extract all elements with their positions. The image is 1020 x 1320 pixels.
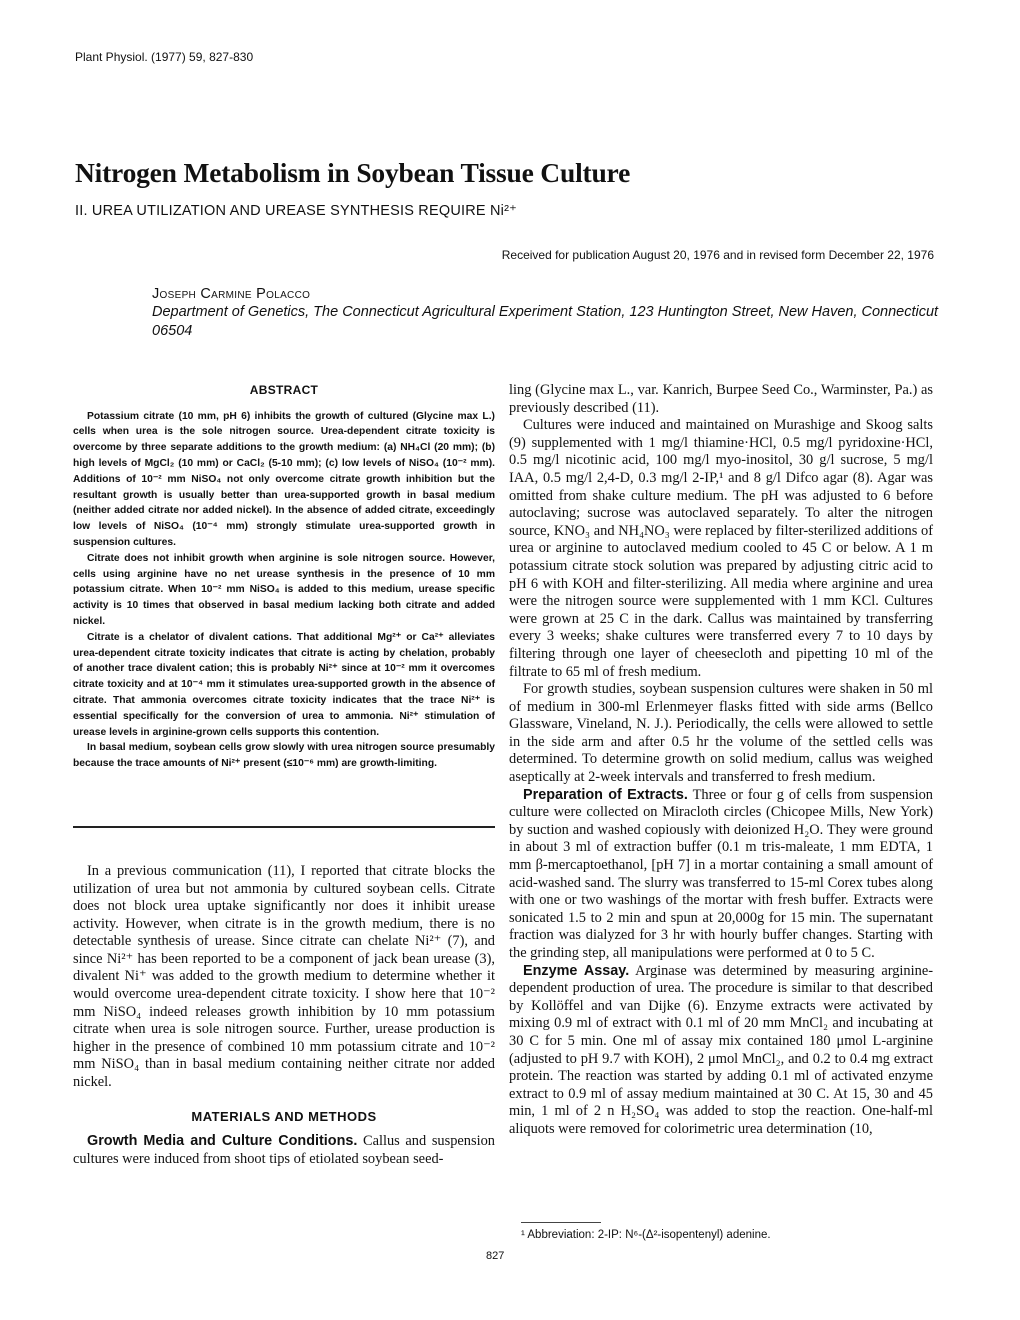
growth-media-continued: ling (Glycine max L., var. Kanrich, Burpee Seed Co., Warminster, Pa.) as previously described (11). bbox=[509, 382, 933, 416]
enzyme-assay-paragraph bbox=[509, 963, 933, 1139]
extracts-heading: Preparation of Extracts. bbox=[523, 786, 688, 803]
growth-media-text: Callus and suspension cultures were induced from shoot tips of etiolated soybean seed- bbox=[73, 1133, 495, 1167]
culture-conditions-paragraph: Cultures were induced and maintained on Murashige and Skoog salts (9) supplemented with 1 mg/l thiamine·HCl, 0.5 mg/l pyridoxine·HCl, 0.5 mg/l nicotinic acid, 100 mg/l myo-inositol, 30 g/l sucrose, 5 mg/l IAA, 0.5 mg/l 2,4-D, 0.3 mg/l 2-IP,¹ and 8 g/l Difco agar (8). Agar was omitted from shake culture medium. The pH was adjusted to 6 before autoclaving; sucrose was autoclaved separately. To alter the nitrogen source, KNO₃ and NH₄NO₃ were replaced by filter-sterilized additions of urea or arginine to autoclaved medium cooled to 45 C or below. A 1 m potassium citrate stock solution was prepared by adjusting citric acid to pH 6 with KOH and filter-sterilizing. All media where arginine and urea were the nitrogen source were supplemented with 1 mm KCl. Cultures were grown at 25 C in the dark. Callus was maintained by transferring every 3 weeks; shake cultures were transferred every 7 to 10 days by filtering through one layer of cheesecloth and pipetting 10 ml of the filtrate to 65 ml of fresh medium. bbox=[509, 417, 933, 680]
enzyme-assay-text: Arginase was determined by measuring arginine-dependent production of urea. The procedure is similar to that described by Kollöffel and van Dijke (6). Enzyme extracts were activated by mixing 0.9 ml of extract with 0.1 ml of 20 mm MnCl₂ and incubating at 30 C for 5 min. One ml of assay mix contained 180 μmol L-arginine (adjusted to pH 9.7 with KOH), 2 μmol MnCl₂, and 0.2 to 0.4 mg extract protein. The reaction was started by adding 0.1 ml of activated enzyme extract to 0.9 ml of assay medium maintained at 30 C. At 15, 30 and 45 min, 1 ml of 2 n H₂SO₄ was added to stop the reaction. One-half-ml aliquots were removed for colorimetric urea determination (10, bbox=[509, 962, 933, 1137]
abstract-paragraph: Citrate is a chelator of divalent cations. That additional Mg²⁺ or Ca²⁺ alleviates urea-dependent citrate toxicity indicates that citrate is acting by chelation, probably of another trace divalent cation; this is probably Ni²⁺ since at 10⁻² mm it overcomes citrate toxicity and at 10⁻⁴ mm it stimulates urea-supported growth in the absence of citrate. That ammonia overcomes citrate toxicity indicates that the trace Ni²⁺ is essential specifically for the conversion of urea to ammonia. Ni²⁺ stimulation of urease levels in arginine-grown cells supports this contention. bbox=[73, 631, 495, 738]
growth-studies-paragraph: For growth studies, soybean suspension cultures were shaken in 50 ml of medium in 300-ml Erlenmeyer flasks fitted with side arms (Bellco Glassware, Vineland, N. J.). Periodically, the cells were allowed to settle in the side arm and after 0.5 hr the volume of the settled cells was determined. To determine growth on solid medium, callus was weighed aseptically at 2-week intervals and transferred to fresh medium. bbox=[509, 681, 933, 786]
abstract-heading: ABSTRACT bbox=[249, 383, 319, 397]
abstract-divider bbox=[73, 826, 495, 828]
methods-heading: MATERIALS AND METHODS bbox=[191, 1108, 377, 1124]
received-date: Received for publication August 20, 1976 and in revised form December 22, 1976 bbox=[501, 248, 934, 262]
article-subtitle: II. UREA UTILIZATION AND UREASE SYNTHESIS REQUIRE Ni²⁺ bbox=[75, 203, 517, 219]
growth-media-paragraph bbox=[73, 1133, 495, 1168]
author-affiliation: Department of Genetics, The Connecticut Agricultural Experiment Station, 123 Huntington Street, New Haven, Connecticut 06504 bbox=[152, 304, 939, 339]
author-name: Joseph Carmine Polacco bbox=[152, 286, 311, 302]
abstract-paragraph: Potassium citrate (10 mm, pH 6) inhibits the growth of cultured (Glycine max L.) cells when urea is the sole nitrogen source. Urea-dependent citrate toxicity is overcome by three separate additions to the growth medium: (a) NH₄Cl (20 mm); (b) high levels of MgCl₂ (10 mm) or CaCl₂ (5-10 mm); (c) low levels of NiSO₄ (10⁻² mm). Additions of 10⁻² mm NiSO₄ not only overcome citrate growth inhibition but the resultant growth is usually better than urea-supported growth in basal medium (neither added citrate nor added nickel). In the absence of added citrate, exceedingly low levels of NiSO₄ (10⁻⁴ mm) strongly stimulate urea-supported growth in suspension cultures. bbox=[73, 410, 495, 548]
page-number: 827 bbox=[486, 1250, 505, 1262]
growth-media-heading: Growth Media and Culture Conditions. bbox=[87, 1133, 358, 1150]
extracts-text: Three or four g of cells from suspension culture were collected on Miracloth circles (Chicopee Mills, New York) by suction and washed copiously with deionized H₂O. They were ground in about 3 ml of extraction buffer (0.1 m tris-maleate, 1 mm EDTA, 1 mm β-mercaptoethanol, [pH 7] in a mortar containing a small amount of acid-washed sand. The slurry was transferred to 15-ml Corex tubes along with one or two washings of the mortar with fresh buffer. Extracts were sonicated 1.5 to 2 min and spun at 20,000g for 15 min. The supernatant fraction was dialyzed for 3 hr with hourly buffer changes. Starting with the grinding step, all manipulations were performed at 0 to 5 C. bbox=[509, 786, 934, 961]
footnote: ¹ Abbreviation: 2-IP: N⁶-(Δ²-isopentenyl) adenine. bbox=[521, 1229, 771, 1241]
abstract-paragraph: In basal medium, soybean cells grow slowly with urea nitrogen source presumably because the trace amounts of Ni²⁺ present (≤10⁻⁶ mm) are growth-limiting. bbox=[73, 742, 495, 770]
journal-citation: Plant Physiol. (1977) 59, 827-830 bbox=[75, 50, 254, 64]
footnote-divider bbox=[521, 1222, 601, 1223]
article-title: Nitrogen Metabolism in Soybean Tissue Culture bbox=[75, 157, 631, 188]
introduction-paragraph: In a previous communication (11), I reported that citrate blocks the utilization of urea but not ammonia by cultured soybean cells. Citrate does not block urea uptake significantly nor does it inhibit urease activity. However, when citrate is in the growth medium, there is no detectable synthesis of urease. Since citrate can chelate Ni²⁺ (7), and since Ni²⁺ has been reported to be a component of jack bean urease (3), divalent Ni⁺ was added to the growth medium to determine whether it would overcome urea-dependent citrate toxicity. I show here that 10⁻² mm NiSO₄ indeed releases growth inhibition by 10 mm potassium citrate when urea is sole nitrogen source. Further, urease production is higher in the presence of combined 10 mm potassium citrate and 10⁻² mm NiSO₄ than in basal medium containing neither citrate nor added nickel. bbox=[73, 862, 495, 1091]
left-column bbox=[73, 382, 495, 1168]
enzyme-assay-heading: Enzyme Assay. bbox=[523, 962, 630, 979]
abstract-paragraph: Citrate does not inhibit growth when arginine is sole nitrogen source. However, cells using arginine have no net urease synthesis in the presence of 10 mm potassium citrate. When 10⁻² mm NiSO₄ is added to this medium, urease specific activity is 10 times that observed in basal medium lacking both citrate and added nickel. bbox=[73, 552, 495, 627]
extracts-paragraph bbox=[509, 787, 933, 963]
right-column bbox=[509, 382, 933, 1139]
